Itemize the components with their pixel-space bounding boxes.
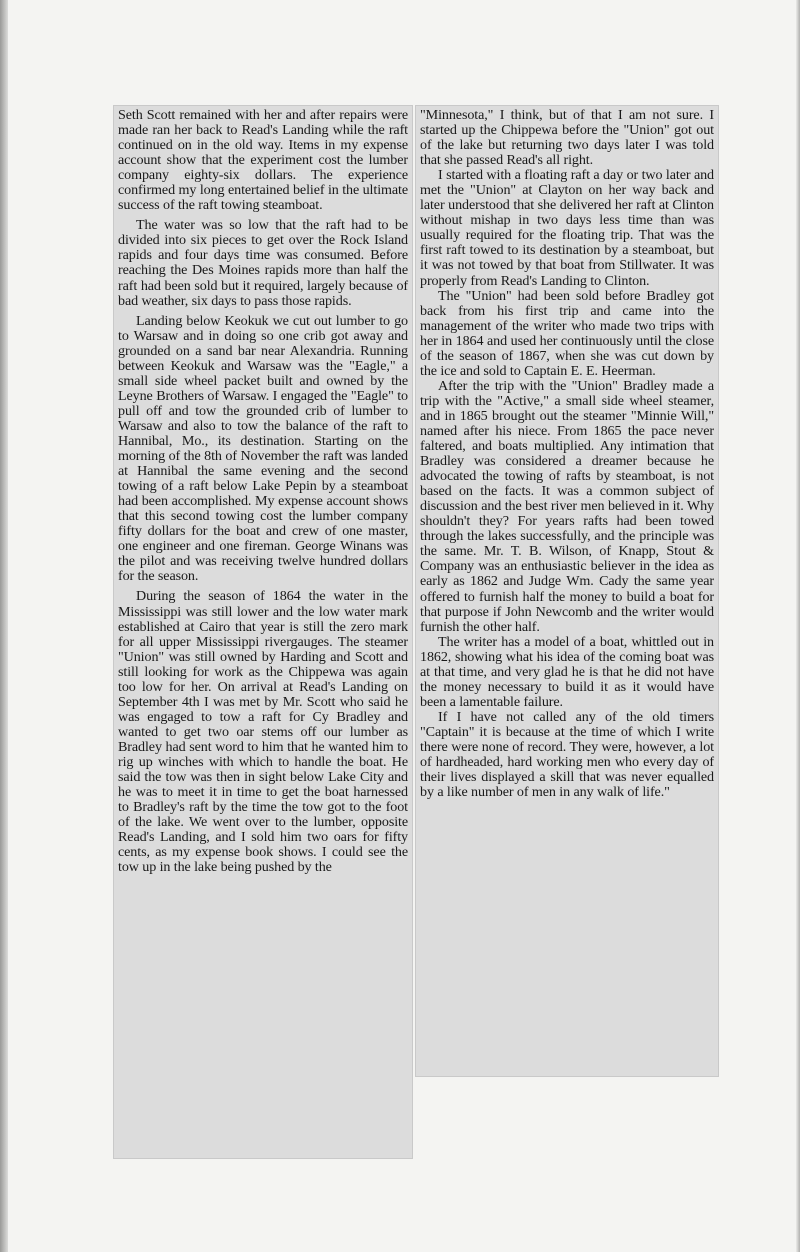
article-column-left [118, 108, 408, 875]
paragraph: "Minnesota," I think, but of that I am not sure. I started up the Chippewa before the "Union" got out of the lake but returning two days later I was told that she passed Read's all right. [420, 107, 714, 169]
paragraph: I started with a floating raft a day or two later and met the "Union" at Clayton on her way back and later understood that she delivered her raft at Clinton without mishap in two days less time than was usually required for the floating trip. That was the first raft towed to its destination by a steamboat, but it was not towed by that boat from Stillwater. It was properly from Read's Landing to Clinton. [420, 167, 714, 289]
paragraph: During the season of 1864 the water in the Mississippi was still lower and the low water mark established at Cairo that year is still the zero mark for all upper Mississippi rivergauges. The steamer "Union" was still owned by Harding and Scott and still looking for work as the Chippewa was again too low for her. On arrival at Read's Landing on September 4th I was met by Mr. Scott who said he was engaged to tow a raft for Cy Bradley and wanted to get two oar stems off our lumber as Bradley had sent word to him that he wanted him to rig up winches with which to handle the boat. He said the tow was then in sight below Lake City and he was to meet it in time to get the boat harnessed to Bradley's raft by the time the tow got to the foot of the lake. We went over to the lumber, opposite Read's Landing, and I sold him two oars for fifty cents, as my expense book shows. I could see the tow up in the lake being pushed by the [118, 588, 408, 876]
paragraph: Seth Scott remained with her and after repairs were made ran her back to Read's Landing while the raft continued on in the old way. Items in my expense account show that the experiment cost the lumber company eighty-six dollars. The experience confirmed my long entertained belief in the ultimate success of the raft towing steamboat. [118, 107, 408, 214]
article-column-right [420, 108, 714, 800]
paragraph: The "Union" had been sold before Bradley got back from his first trip and came into the management of the writer who made two trips with her in 1864 and used her continuously until the close of the season of 1867, when she was cut down by the ice and sold to Captain E. E. Heerman. [420, 287, 714, 379]
paragraph: If I have not called any of the old timers "Captain" it is because at the time of which I write there were none of record. They were, however, a lot of hardheaded, hard working men who every day of their lives displayed a skill that was never equalled by a like number of men in any walk of life." [420, 708, 714, 801]
paragraph: The water was so low that the raft had to be divided into six pieces to get over the Rock Island rapids and four days time was consumed. Before reaching the Des Moines rapids more than half the raft had been sold but it required, largely because of bad weather, six days to pass those rapids. [118, 217, 408, 309]
paragraph: The writer has a model of a boat, whittled out in 1862, showing what his idea of the coming boat was at that time, and very glad he is that he did not have the money necessary to build it as it would have been a lamentable failure. [420, 633, 714, 710]
page-edge-right [796, 0, 800, 1252]
paragraph: After the trip with the "Union" Bradley made a trip with the "Active," a small side wheel steamer, and in 1865 brought out the steamer "Minnie Will," named after his niece. From 1865 the pace never faltered, and boats multiplied. Any intimation that Bradley was considered a dreamer because he advocated the towing of rafts by steamboat, is not based on the facts. It was a common subject of discussion and the best river men believed in it. Why shouldn't they? For years rafts had been towed through the lakes successfully, and the principle was the same. Mr. T. B. Wilson, of Knapp, Stout & Company was an enthusiastic believer in the idea as early as 1862 and Judge Wm. Cady the same year offered to furnish half the money to build a boat for that purpose if John Newcomb and the writer would furnish the other half. [420, 377, 714, 635]
page-edge-left [0, 0, 8, 1252]
paragraph: Landing below Keokuk we cut out lumber to go to Warsaw and in doing so one crib got away and grounded on a sand bar near Alexandria. Running between Keokuk and Warsaw was the "Eagle," a small side wheel packet built and owned by the Leyne Brothers of Warsaw. I engaged the "Eagle" to pull off and tow the grounded crib of lumber to Warsaw and also to tow the balance of the raft to Hannibal, Mo., its destination. Starting on the morning of the 8th of November the raft was landed at Hannibal the same evening and the second towing of a raft below Lake Pepin by a steamboat had been accomplished. My expense account shows that this second towing cost the lumber company fifty dollars for the boat and crew of one master, one engineer and one fireman. George Winans was the pilot and was receiving twelve hundred dollars for the season. [118, 312, 408, 585]
